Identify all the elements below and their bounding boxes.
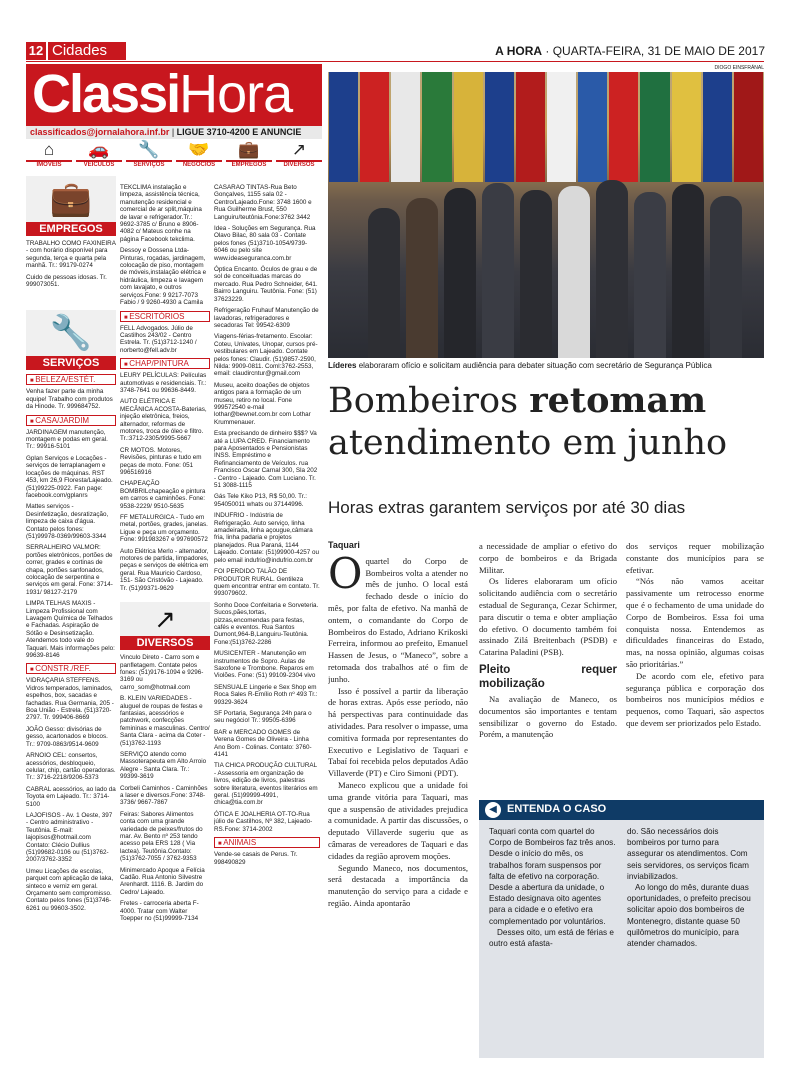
info-box [479,800,764,1058]
category-veículos[interactable] [76,140,122,170]
ad: Feiras: Sabores Alimentos conta com uma grande variedade de peixes/frutos do mar. Av. Bento nº 253 tendo acesso pela ERS 128 ( Via lactea). Teutônia.Contato: (51)3762-7055 / 3762-9353 [120,810,203,863]
article-paragraph: Maneco explicou que a unidade foi uma grande vitória para Taquari, mas que a suspensão de atividades prejudica a comunidade. A partir das discussões, o deputado Villaverde sugeriu que as câmaras de vereadores de Taquari e das cidades da região aprovem moções. [328,779,468,861]
classifieds-column-1 [26,176,116,1066]
subheading-casa: ■ CASA/JARDIM [26,415,116,426]
logo-hora: Hora [179,64,293,124]
article-column-2 [479,541,617,796]
ad: FOI PERDIDO TALÃO DE PRODUTOR RURAL. Gentileza quem encontrar entrar em contato. Tr. 993079602. [214,568,320,598]
masthead-date [490,44,765,58]
ad: LIMPA TELHAS MAXIS - Limpeza Profissional com Lavagem Química de Telhados e Fachadas. Aspiração de Sótão e Desinsetização. Atendemos todo vale do Taquari. Mais informações pelo: 99639-8146 [26,600,115,660]
article-paragraph: Na avaliação de Maneco, os documentos são importantes e tentam sensibilizar o governo do Estado. Porém, a manutenção [479,693,617,740]
edition-date: · QUARTA-FEIRA, 31 DE MAIO DE 2017 [545,44,765,58]
article-paragraph: Os líderes elaboraram um ofício solicitando audiência com o secretário estadual de Segurança, Cezar Schirmer, para discutir o tema e obter ampliação do efetivo. O documento também foi assinado Zilá Breitenbach (PSDB) e Catarina Paladini (PSB). [479,576,617,658]
ad: FF METALURGICA - Tudo em metal, portões, grades, janelas. Ligue e peça um orçamento. Fone: 991983267 e 997690572 [120,514,208,544]
dateline: Taquari [328,540,360,550]
ad: TRABALHO COMO FAXINEIRA - com horário disponível para segunda, terça e quarta pela manhã. Tr.: 99179-0274 [26,240,116,270]
ad: Umeu Licações de escolas, parquet com aplicação de laka, sinteco e verniz em geral. Orçamento sem compromisso. Contato pelos fones (51)3746-6261 ou 99603-3502. [26,867,114,912]
flags-backdrop [328,72,764,182]
info-box-column-2 [627,826,757,1052]
arrow-box-icon: ↗ [291,140,307,159]
article-paragraph: Segundo Maneco, nos documentos, será destacada a importância da manutenção do serviço para a cidade e região. Ainda apontarão [328,862,468,908]
classihora-logo [26,64,322,126]
classifieds-email[interactable]: classificados@jornalahora.inf.br [30,127,170,137]
category-negócios[interactable] [176,140,222,170]
ad: CABRAL acessórios, ao lado da Toyota em Lajeado. Tr.: 3714-5100 [26,785,116,808]
megaphone-icon: ◀ [485,802,501,818]
ad: Gás Tele Kiko P13, R$ 50,00. Tr.: 954050011 whats ou 37144996. [214,493,307,508]
ad: FELL Advogados. Júlio de Castilhos 243/02 - Centro Estrela. Tr. (51)3712-1240 / norberto@fell.adv.br [120,324,197,354]
ad: Fretes - carroceria aberta F-4000. Tratar com Walter Toepper no (51)99999-7134 [120,900,199,923]
ad: CASARÃO TINTAS-Rua Beto Gonçalves, 1155 sala 02 - Centro/Lajeado.Fone: 3748 1600 e Rua Guilherme Brust, 550 Languiru/teutônia.Fone:3762 3442 [214,184,312,221]
heading-empregos: EMPREGOS [26,222,116,236]
group-photo [328,72,764,358]
category-serviços[interactable] [126,140,172,170]
ad: Auto Elétrica Merlo - alternador, motores de partida, limpadores, peças e serviços de elétrica em geral. Rua Mauricio Cardoso, 151- São Cristóvão - Lajeado. Tr. (51)99371-9629 [120,547,209,592]
category-label: NEGÓCIOS [176,160,222,168]
photo-credit: DIOGO EINSFRÁNAL [714,65,764,71]
info-paragraph: do. São necessários dois bombeiros por turno para assegurar os atendimentos. Com seis servidores, os serviços ficam inviabilizados. [627,827,749,881]
ad: Gplan Serviços e Locações - serviços de terraplanagem e locações de máquinas. RST 453, km 26,9 Floresta/Lajeado. (51)99225-0922. Fan page: facebook.com/gplanrs [26,454,113,499]
info-paragraph: Desses oito, um está de férias e outro está afasta- [489,927,614,949]
subheading-chap: ■ CHAP/PINTURA [120,358,210,369]
briefcase-icon: 💼 [238,140,260,159]
ad: SERRALHEIRO VALMOR: portões eletrônicos, portões de correr, grades e cortinas de chapa, portões sanfonados, colocação de serpentina e serviços em geral. Fone: 3714-1931/ 98127-2179 [26,544,113,596]
logo-classi: Classi [32,64,180,124]
info-box-column-1 [489,826,619,1052]
subheading-animais: ■ ANIMAIS [214,837,320,848]
info-box-title: ENTENDA O CASO [507,803,607,815]
ad: Vinculo Direto - Carro som e panfletagem. Contate pelos fones: (51)9176-1094 e 9296-3169 ou carro_som@hotmail.com [120,654,204,691]
briefcase-icon: 💼 [26,176,116,222]
ad: BAR e MERCADO GOMES de Verena Gomes de Oliveira - Linha Ano Bom - Colinas. Contato: 3760-4141 [214,728,312,759]
arrow-box-icon: ↗ [120,602,210,636]
ad: CHAPEAÇÃO BOMBRILchapeação e pintura em carros e caminhões. Fone: 9538-2229/ 9510-5635 [120,480,206,510]
ad: SF Portaria, Segurança 24h para o seu negócio! Tr.: 99505-6396 [214,710,312,725]
headline [328,380,764,464]
ad: Museu, aceito doações de objetos antigos para a formação de um museu, retiro no local. Fone 999572540 e-mail lothar@bewnet.com.br com Lothar Krummenauer. [214,381,311,426]
caption-lead: Líderes [328,361,357,370]
ad: Sonho Doce Confeitaria e Sorveteria. Sucos,pães,tortas, pizzas,encomendas para festas, cafés e eventos. Rua Santos Dumont,964-B,Languiru-Teutônia. Fone:(51)3762-2286 [214,601,319,646]
headline-part: Bombeiros [328,381,530,421]
ad: Vende-se casais de Perus. Tr. 998490829 [214,851,298,866]
category-label: DIVERSOS [276,160,322,168]
ad: SERVIÇO atendo como Massoterapeuta em Alto Arroio Alegre - Santa Clara. Tr.: 99399-3619 [120,750,207,781]
ad: Minimercado Apoque a Felícia Cadão. Rua Antonio Silvestre Arenhardt. 1116. B. Jardim do Cedro/ Lajeado. [120,866,205,896]
category-label: SERVIÇOS [126,160,172,168]
heading-servicos: SERVIÇOS [26,356,116,370]
ad: TEKCLIMA instalação e limpeza, assistência técnica, manutenção residencial e comercial de ar split,máquina de lavar e refrigerador.Tr.: 9692-3785 c/ Bruno e 8906-4082 c/ Mateus conhe na página Facebook tekclima. [120,184,202,243]
handshake-icon: 🤝 [188,140,210,159]
category-label: VEÍCULOS [76,160,122,168]
paper-name: A HORA [495,44,543,58]
drop-cap: O [328,548,363,598]
ad: B. KLEIN VARIEDADES - aluguel de roupas de festas e fantasias, acessórios e patchwork, confecções femininas e masculinas. Centro/ Santa Clara - acima da Coter - (51)3762-1193 [120,695,210,747]
headline-emphasis: retomam [529,380,707,421]
classifieds-phone: LIGUE 3710-4200 E ANUNCIE [176,127,302,137]
ad: TIA CHICA PRODUÇÃO CULTURAL - Assessoria em organização de livros, edição de livros, palestras sobre literatura, eventos literários em geral. (51)99999-4991, chica@tia.com.br [214,762,318,807]
page-number: 12 [26,42,46,60]
ad: Dessoy e Dossena Ltda-Pinturas, roçadas, jardinagem, colocação de piso, montagem de móveis,instalação elétrica e hidráulica, limpeza e lavagem com lavajato, e outros serviços.Fone: 9 9217-7073 Fabio / 9 9260-4930 a Camila [120,247,207,307]
intertitle: Pleito requer mobilização [479,663,617,690]
section-label: Cidades [48,42,126,60]
article-paragraph: “Nós não vamos aceitar passivamente um retrocesso enorme que é o fechamento de uma unidade do Corpo de Bombeiros. Essa foi uma conquista nossa. Entendemos as dificuldades financeiras do Estado, mas, na nossa opinião, algumas coisas são prioritárias.” [626,576,764,669]
subheadline: Horas extras garantem serviços por até 30 dias [328,498,686,517]
wrench-icon: 🔧 [138,140,160,159]
ad: MUSICENTER - Manutenção em instrumentos de Sopro. Aulas de Saxofone e Trombone. Reparos em Violões. Fone: (51) 99109-2304 vivo [214,650,316,680]
ad: JARDINAGEM manutenção, montagem e podas em geral. Tr.: 99916-5101 [26,428,108,451]
ad: Venha fazer parte da minha equipe! Trabalho com produtos da Hinode. Tr. 999684752. [26,388,113,411]
article-paragraph: a necessidade de ampliar o efetivo do corpo de bombeiros e da Brigada Militar. [479,541,617,575]
ad: Esta precisando de dinheiro $$$? Va até a LUPA CRED. Financiamento para Aposentados e Pensionistas INSS. Empréstimo e Refinanciamento de Veículos. rua Francisco Oscar Carnal 300, Sla 202 - Centro - Lajeado. Com Luciano. Tr. 51 3088-1115 [214,430,318,490]
category-diversos[interactable] [276,140,322,170]
article-paragraph: quartel do Corpo de Bombeiros volta a atender no mês de junho. O local está fechado desde o início do mês, por falta de efetivo. Na manhã de ontem, o comandante do Corpo de Bombeiros do Estado, Adriano Krikoski Ferreira, informou ao prefeito, Emanuel Hassen de Jesus, o “Maneco”, sobre a retomada dos trabalhos até o fim de junho. [328,555,468,684]
article-column-1 [328,540,468,1060]
info-paragraph: Ao longo do mês, durante duas oportunidades, o prefeito precisou solicitar apoio dos bombeiros de Montenegro, distante quase 50 quilômetros do município, para atender chamados. [627,883,751,949]
article-column-3 [626,541,764,796]
category-label: EMPREGOS [226,160,272,168]
article-paragraph: Isso é possível a partir da liberação de horas extras. Após esse período, não há perspectivas para continuidade das atividades. Para resolver o impasse, uma comitiva formada por representantes do Executivo e Legislativo de Taquari e Tabaí foi recebida pelos deputados Adão Villaverde (PT) e Ciro Simoni (PDT). [328,685,468,779]
ad: AUTO ELÉTRICA E MECÂNICA ACOSTA-Baterias, injeção eletrônica, freios, alternador, reformas de motores, troca de óleo e filtro. Tr.:3712-2305/9995-5667 [120,398,207,443]
house-icon: ⌂ [43,140,55,159]
category-bar [26,140,322,170]
classifieds-column-3 [214,184,320,1066]
ad: ÓTICA E JOALHERIA OT-TO-Rua júlio de Castilhos, Nº 382, Lajeado-RS.Fone: 3714-2002 [214,810,313,833]
ad: Corbeli Caminhos - Caminhões a laser e diversos.Fone: 3748-3736/ 9667-7867 [120,784,208,807]
car-icon: 🚗 [88,140,110,159]
article-paragraph: De acordo com ele, efetivo para segurança pública e corporação dos bombeiros nos municípios médios e pequenos, como Taquari, são aspectos que devem ser priorizados pelo Estado. [626,670,764,728]
article-paragraph: dos serviços requer mobilização constante dos municípios para se efetivar. [626,541,764,575]
ad: Cuido de pessoas idosas. Tr. 999073051. [26,273,107,289]
category-label: IMÓVEIS [26,160,72,168]
ad: Refrigeração Fruhauf Manutenção de lavadoras, refrigeradores e secadoras Tel: 99542-6309 [214,307,319,329]
ad: SENSUALE Lingerie e Sex Shop em Roca Sales R-Emílio Roth nº 493 Tr.: 99329-3624 [214,683,318,706]
wrench-icon: 🔧 [26,310,116,356]
ad: Idea - Soluções em Segurança. Rua Olavo Bilac, 80 sala 03 - Contate pelos fones (51)3710-1054/9739-6046 ou pelo site www.ideaseguranca.com.br [214,225,316,262]
classifieds-contact: classificados@jornalahora.inf.br | LIGUE 3710-4200 E ANUNCIE [26,126,322,139]
ad: VIDRAÇARIA STEFFENS. Vidros temperados, laminados, espelhos, box, sacadas e fachadas. Rua Germania, 205 - Boa União - Estrela. (51)3720-2797. Tr. 999406-8669 [26,677,114,722]
info-paragraph: Taquari conta com quartel do Corpo de Bombeiros faz três anos. Desde o início do mês, os trabalhos foram suspensos por falta de efetivo na corporação. Desde a abertura da unidade, o Estado designava oito agentes para a cidade e o efetivo era complementado por voluntários. [489,827,616,926]
info-box-header [479,800,764,820]
heading-diversos: DIVERSOS [120,636,210,650]
ad: INDUFRIO - Indústria de Refrigeração. Auto serviço, linha amadeirada, linha açougue,câmara fria, linha padaria e projetos planejados. Rua Paraná, 1144 Lajeado. Contate: (51)99900-4257 ou pelo email indufrio@indufrio.com.br [214,512,320,564]
category-empregos[interactable] [226,140,272,170]
ad: JOÃO Gesso: divisórias de gesso, acartonados e blocos. Tr.: 9709-0863/9514-9609 [26,725,108,748]
ad: Mattes serviços - Desinfetização, desratização, limpeza de caixa d'água. Contato pelos fones: (51)99978-0369/99603-3344 [26,503,109,540]
ad: Óptica Encanto. Óculos de grau e de sol de conceituadas marcas do mercado. Rua Pedro Schneider, 641. Bairro Languiru. Teutônia. Fone: (51) 37623229. [214,266,318,303]
subheading-constr: ■ CONSTR./REF. [26,663,116,674]
ad: Viagens-férias-fretamento. Escolar: Coteu, Univates, Unopar, cursos pré-vestibulares em Lajeado. Contate pelos fones: Claudir. (51)9857-2590, Nilda: 9909-0811. Coml:3762-2553, email: claudircntur@gmail.com [214,333,318,378]
ad: ARNOIO CEL: consertos, acessórios, desbloqueio, celular, chip, cartão operadoras. Tr.: 3716-2218/9206-5373 [26,752,116,782]
category-imóveis[interactable] [26,140,72,170]
ad: CR MOTOS. Motores, Revisões, pinturas e tudo em peças de moto. Fone: 051 996516916 [120,446,202,476]
subheading-beleza: ■ BELEZA/ESTÉT. [26,374,116,385]
headline-part: atendimento em junho [328,423,728,463]
photo-caption [328,361,764,371]
header-rule [26,61,764,62]
ad: LEURY PELÍCULAS: Películas automotivas e residenciais. Tr.: 3748-7641 ou 99636-8449. [120,372,207,394]
subheading-escritorios: ■ ESCRITÓRIOS [120,311,210,322]
ad: LAJOFISOS - Av. 1 Oeste, 397 - Centro administrativo - Teutônia. E-mail: lajopisos@hotmail.com Contato: Clécio Dullius (51)99682-0106 ou (51)3762-2007/3762-3352 [26,811,113,864]
caption-text: elaboraram ofício e solicitam audiência para debater situação com secretário de Segurança Pública [356,361,712,370]
classifieds-column-2 [120,184,210,1066]
